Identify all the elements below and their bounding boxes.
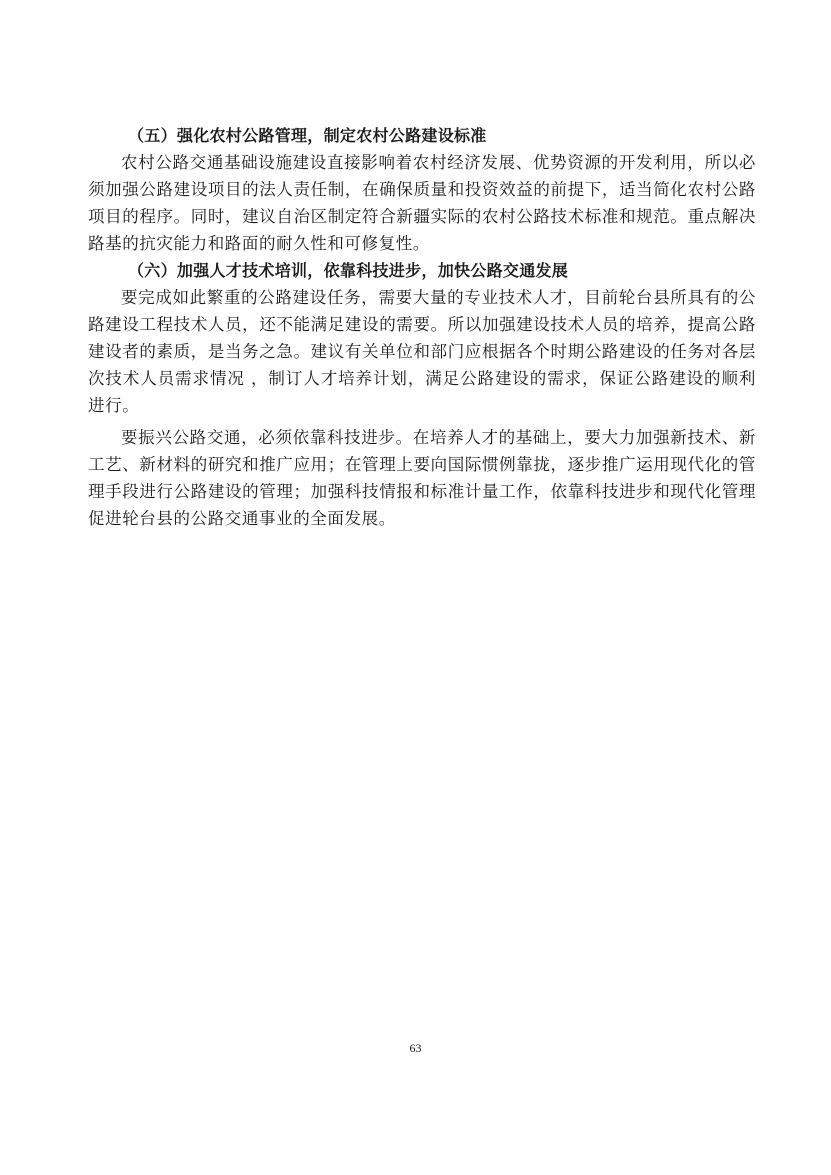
section-5-paragraph-1: 农村公路交通基础设施建设直接影响着农村经济发展、优势资源的开发利用，所以必须加强公路建设项目的法人责任制，在确保质量和投资效益的前提下，适当简化农村公路项目的程序。同时，建议自治区制定符合新疆实际的农村公路技术标准和规范。重点解决路基的抗灾能力和路面的耐久性和可修复性。 — [88, 153, 756, 253]
section-5-heading: （五）强化农村公路管理，制定农村公路建设标准 — [128, 126, 487, 145]
section-6-paragraph-2: 要振兴公路交通，必须依靠科技进步。在培养人才的基础上，要大力加强新技术、新工艺、新材料的研究和推广应用；在管理上要向国际惯例靠拢，逐步推广运用现代化的管理手段进行公路建设的管理；加强科技情报和标准计量工作，依靠科技进步和现代化管理促进轮台县的公路交通事业的全面发展。 — [88, 428, 756, 528]
section-6-paragraph-1: 要完成如此繁重的公路建设任务，需要大量的专业技术人才，目前轮台县所具有的公路建设工程技术人员，还不能满足建设的需要。所以加强建设技术人员的培养，提高公路建设者的素质，是当务之急。建议有关单位和部门应根据各个时期公路建设的任务对各层次技术人员需求情况 ，制订人才培养计划，满足公路建设的需求，保证公路建设的顺利进行。 — [88, 288, 756, 415]
document-body — [88, 122, 756, 532]
section-6-heading: （六）加强人才技术培训，依靠科技进步，加快公路交通发展 — [128, 261, 569, 280]
page-number: 63 — [409, 1041, 422, 1055]
